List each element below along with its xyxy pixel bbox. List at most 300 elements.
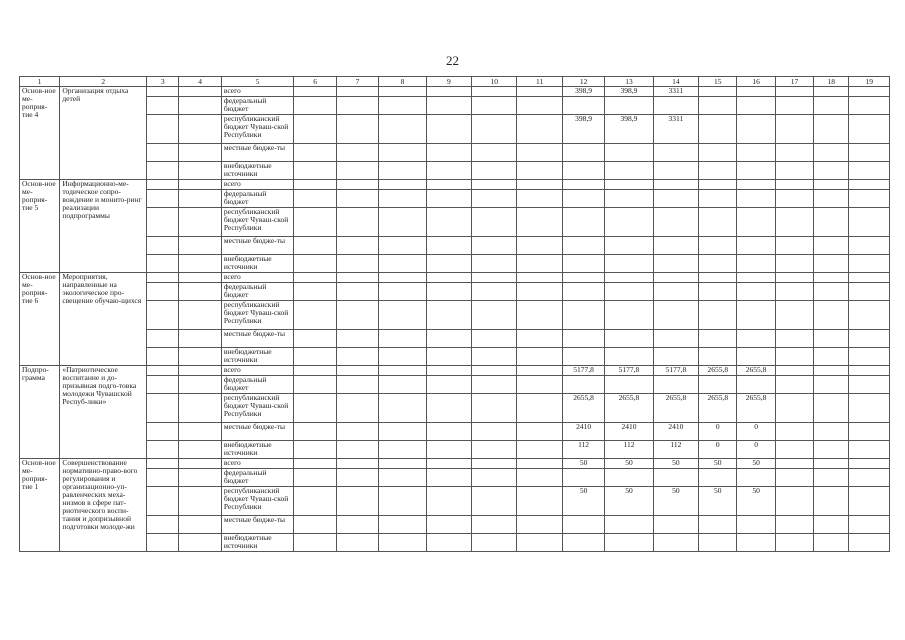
empty-cell xyxy=(472,348,517,366)
empty-cell xyxy=(849,423,890,441)
value-cell xyxy=(699,208,737,237)
empty-cell xyxy=(179,180,221,190)
empty-cell xyxy=(517,487,562,516)
table-row xyxy=(20,237,890,255)
table-row xyxy=(20,97,890,115)
value-cell xyxy=(699,97,737,115)
table-row xyxy=(20,87,890,97)
empty-cell xyxy=(147,273,179,283)
empty-cell xyxy=(336,394,378,423)
empty-cell xyxy=(426,180,471,190)
empty-cell xyxy=(336,144,378,162)
funding-source-cell: всего xyxy=(221,273,294,283)
table-row xyxy=(20,115,890,144)
empty-cell xyxy=(179,441,221,459)
empty-cell xyxy=(426,255,471,273)
value-cell xyxy=(699,237,737,255)
table-row xyxy=(20,487,890,516)
value-cell xyxy=(605,469,653,487)
empty-cell xyxy=(814,348,849,366)
table-row xyxy=(20,459,890,469)
empty-cell xyxy=(294,97,336,115)
value-cell: 2655,8 xyxy=(737,394,775,423)
empty-cell xyxy=(426,162,471,180)
funding-source-cell: всего xyxy=(221,459,294,469)
empty-cell xyxy=(179,283,221,301)
empty-cell xyxy=(814,87,849,97)
empty-cell xyxy=(814,283,849,301)
empty-cell xyxy=(849,469,890,487)
empty-cell xyxy=(472,394,517,423)
empty-cell xyxy=(379,273,426,283)
empty-cell xyxy=(472,423,517,441)
value-cell xyxy=(605,534,653,552)
empty-cell xyxy=(147,283,179,301)
empty-cell xyxy=(147,376,179,394)
measure-type-cell: Основ-ное ме-роприя-тие 1 xyxy=(20,459,60,552)
column-number: 3 xyxy=(147,77,179,87)
value-cell: 112 xyxy=(605,441,653,459)
value-cell xyxy=(605,162,653,180)
value-cell xyxy=(653,273,698,283)
empty-cell xyxy=(472,516,517,534)
value-cell: 50 xyxy=(699,459,737,469)
table-row xyxy=(20,180,890,190)
table-row xyxy=(20,348,890,366)
value-cell xyxy=(737,330,775,348)
column-number: 16 xyxy=(737,77,775,87)
value-cell: 50 xyxy=(653,459,698,469)
empty-cell xyxy=(849,273,890,283)
empty-cell xyxy=(849,162,890,180)
value-cell xyxy=(653,97,698,115)
empty-cell xyxy=(775,394,813,423)
empty-cell xyxy=(179,87,221,97)
empty-cell xyxy=(426,534,471,552)
empty-cell xyxy=(379,330,426,348)
value-cell xyxy=(737,115,775,144)
empty-cell xyxy=(775,516,813,534)
value-cell xyxy=(699,144,737,162)
measure-type-cell: Основ-ное ме-роприя-тие 4 xyxy=(20,87,60,180)
value-cell xyxy=(737,534,775,552)
empty-cell xyxy=(849,301,890,330)
empty-cell xyxy=(472,534,517,552)
empty-cell xyxy=(147,459,179,469)
empty-cell xyxy=(294,330,336,348)
empty-cell xyxy=(472,301,517,330)
empty-cell xyxy=(849,208,890,237)
value-cell xyxy=(653,190,698,208)
empty-cell xyxy=(294,376,336,394)
value-cell xyxy=(562,162,604,180)
empty-cell xyxy=(814,115,849,144)
measure-name-cell: Совершенствование нормативно-право-вого регулирования и организационно-уп-равленческих меха-низмов в сфере пат-риотического воспи-тания и допризывной подготовки молоде-жи xyxy=(60,459,147,552)
empty-cell xyxy=(147,237,179,255)
value-cell xyxy=(737,144,775,162)
empty-cell xyxy=(426,115,471,144)
empty-cell xyxy=(426,144,471,162)
empty-cell xyxy=(426,87,471,97)
empty-cell xyxy=(294,394,336,423)
empty-cell xyxy=(294,190,336,208)
empty-cell xyxy=(472,441,517,459)
column-number: 15 xyxy=(699,77,737,87)
value-cell: 50 xyxy=(605,487,653,516)
budget-table xyxy=(19,76,890,552)
empty-cell xyxy=(775,208,813,237)
value-cell xyxy=(653,516,698,534)
empty-cell xyxy=(147,516,179,534)
empty-cell xyxy=(294,423,336,441)
value-cell xyxy=(699,180,737,190)
value-cell: 2410 xyxy=(562,423,604,441)
value-cell xyxy=(653,180,698,190)
empty-cell xyxy=(849,190,890,208)
value-cell xyxy=(699,255,737,273)
empty-cell xyxy=(814,469,849,487)
value-cell xyxy=(653,208,698,237)
empty-cell xyxy=(179,348,221,366)
table-row xyxy=(20,190,890,208)
empty-cell xyxy=(775,255,813,273)
value-cell xyxy=(562,348,604,366)
empty-cell xyxy=(179,487,221,516)
value-cell xyxy=(562,190,604,208)
page-number: 22 xyxy=(446,53,459,68)
value-cell xyxy=(562,534,604,552)
value-cell xyxy=(605,190,653,208)
value-cell xyxy=(699,273,737,283)
empty-cell xyxy=(849,237,890,255)
empty-cell xyxy=(775,487,813,516)
empty-cell xyxy=(379,348,426,366)
empty-cell xyxy=(849,330,890,348)
value-cell xyxy=(699,115,737,144)
value-cell xyxy=(699,348,737,366)
column-number: 17 xyxy=(775,77,813,87)
empty-cell xyxy=(147,255,179,273)
value-cell xyxy=(737,237,775,255)
empty-cell xyxy=(472,190,517,208)
measure-name-cell: «Патриотическое воспитание и до-призывная подго-товка молодежи Чувашской Респуб-лики» xyxy=(60,366,147,459)
value-cell xyxy=(737,516,775,534)
empty-cell xyxy=(379,376,426,394)
empty-cell xyxy=(379,97,426,115)
empty-cell xyxy=(294,237,336,255)
value-cell xyxy=(605,376,653,394)
value-cell xyxy=(562,273,604,283)
table-row xyxy=(20,301,890,330)
empty-cell xyxy=(336,273,378,283)
empty-cell xyxy=(336,208,378,237)
empty-cell xyxy=(517,330,562,348)
empty-cell xyxy=(472,87,517,97)
value-cell xyxy=(605,208,653,237)
table-row xyxy=(20,534,890,552)
column-number: 9 xyxy=(426,77,471,87)
table-row xyxy=(20,394,890,423)
column-number: 12 xyxy=(562,77,604,87)
empty-cell xyxy=(294,441,336,459)
empty-cell xyxy=(849,516,890,534)
measure-name-cell: Мероприятия, направленные на экологическое про-свещение обучаю-щихся xyxy=(60,273,147,366)
empty-cell xyxy=(179,394,221,423)
value-cell xyxy=(653,144,698,162)
empty-cell xyxy=(517,115,562,144)
value-cell xyxy=(605,255,653,273)
table-row xyxy=(20,366,890,376)
measure-name-cell: Организация отдыха детей xyxy=(60,87,147,180)
value-cell: 50 xyxy=(737,487,775,516)
empty-cell xyxy=(294,459,336,469)
funding-source-cell: местные бюдже-ты xyxy=(221,237,294,255)
empty-cell xyxy=(179,330,221,348)
empty-cell xyxy=(472,366,517,376)
value-cell: 3311 xyxy=(653,87,698,97)
empty-cell xyxy=(379,208,426,237)
empty-cell xyxy=(147,97,179,115)
value-cell: 50 xyxy=(605,459,653,469)
empty-cell xyxy=(336,301,378,330)
table-row xyxy=(20,162,890,180)
empty-cell xyxy=(814,97,849,115)
empty-cell xyxy=(775,301,813,330)
value-cell xyxy=(562,283,604,301)
value-cell xyxy=(737,162,775,180)
value-cell xyxy=(737,301,775,330)
empty-cell xyxy=(179,459,221,469)
empty-cell xyxy=(426,237,471,255)
table-row xyxy=(20,516,890,534)
value-cell xyxy=(605,237,653,255)
empty-cell xyxy=(517,441,562,459)
empty-cell xyxy=(179,423,221,441)
empty-cell xyxy=(849,87,890,97)
empty-cell xyxy=(336,330,378,348)
empty-cell xyxy=(426,487,471,516)
column-number: 10 xyxy=(472,77,517,87)
empty-cell xyxy=(294,516,336,534)
empty-cell xyxy=(814,516,849,534)
empty-cell xyxy=(379,487,426,516)
value-cell xyxy=(737,273,775,283)
value-cell: 398,9 xyxy=(562,87,604,97)
value-cell: 2655,8 xyxy=(699,394,737,423)
funding-source-cell: всего xyxy=(221,366,294,376)
empty-cell xyxy=(147,87,179,97)
empty-cell xyxy=(814,255,849,273)
empty-cell xyxy=(849,255,890,273)
empty-cell xyxy=(426,516,471,534)
empty-cell xyxy=(517,97,562,115)
value-cell xyxy=(653,237,698,255)
empty-cell xyxy=(472,330,517,348)
empty-cell xyxy=(849,366,890,376)
table-row xyxy=(20,376,890,394)
empty-cell xyxy=(517,423,562,441)
empty-cell xyxy=(294,283,336,301)
empty-cell xyxy=(179,97,221,115)
empty-cell xyxy=(294,144,336,162)
empty-cell xyxy=(814,376,849,394)
value-cell: 398,9 xyxy=(605,115,653,144)
table-row xyxy=(20,283,890,301)
value-cell xyxy=(562,97,604,115)
empty-cell xyxy=(294,115,336,144)
empty-cell xyxy=(517,87,562,97)
empty-cell xyxy=(147,208,179,237)
empty-cell xyxy=(517,301,562,330)
measure-type-cell: Основ-ное ме-роприя-тие 6 xyxy=(20,273,60,366)
value-cell xyxy=(737,376,775,394)
value-cell xyxy=(699,516,737,534)
empty-cell xyxy=(179,144,221,162)
empty-cell xyxy=(379,366,426,376)
value-cell: 0 xyxy=(737,441,775,459)
value-cell xyxy=(653,469,698,487)
empty-cell xyxy=(426,97,471,115)
empty-cell xyxy=(379,115,426,144)
empty-cell xyxy=(336,516,378,534)
empty-cell xyxy=(179,208,221,237)
value-cell xyxy=(562,255,604,273)
value-cell xyxy=(605,330,653,348)
empty-cell xyxy=(814,441,849,459)
empty-cell xyxy=(849,283,890,301)
empty-cell xyxy=(472,162,517,180)
column-number: 18 xyxy=(814,77,849,87)
value-cell: 50 xyxy=(562,487,604,516)
empty-cell xyxy=(775,97,813,115)
empty-cell xyxy=(775,423,813,441)
empty-cell xyxy=(336,87,378,97)
empty-cell xyxy=(336,283,378,301)
empty-cell xyxy=(849,144,890,162)
empty-cell xyxy=(179,273,221,283)
empty-cell xyxy=(147,534,179,552)
empty-cell xyxy=(336,459,378,469)
funding-source-cell: внебюджетные источники xyxy=(221,348,294,366)
column-number: 2 xyxy=(60,77,147,87)
empty-cell xyxy=(426,376,471,394)
empty-cell xyxy=(814,208,849,237)
empty-cell xyxy=(147,180,179,190)
empty-cell xyxy=(294,348,336,366)
column-number: 6 xyxy=(294,77,336,87)
empty-cell xyxy=(517,366,562,376)
empty-cell xyxy=(426,366,471,376)
funding-source-cell: республиканский бюджет Чуваш-ской Республики xyxy=(221,301,294,330)
value-cell: 112 xyxy=(653,441,698,459)
value-cell: 0 xyxy=(699,423,737,441)
empty-cell xyxy=(294,469,336,487)
value-cell xyxy=(562,376,604,394)
funding-source-cell: местные бюдже-ты xyxy=(221,330,294,348)
empty-cell xyxy=(147,162,179,180)
empty-cell xyxy=(147,366,179,376)
value-cell xyxy=(562,208,604,237)
value-cell: 0 xyxy=(699,441,737,459)
funding-source-cell: внебюджетные источники xyxy=(221,441,294,459)
empty-cell xyxy=(179,516,221,534)
empty-cell xyxy=(379,423,426,441)
value-cell xyxy=(605,283,653,301)
empty-cell xyxy=(147,441,179,459)
value-cell xyxy=(562,516,604,534)
value-cell xyxy=(737,283,775,301)
empty-cell xyxy=(517,162,562,180)
funding-source-cell: республиканский бюджет Чуваш-ской Республики xyxy=(221,394,294,423)
empty-cell xyxy=(849,459,890,469)
empty-cell xyxy=(814,423,849,441)
value-cell xyxy=(605,301,653,330)
column-number: 14 xyxy=(653,77,698,87)
column-number: 11 xyxy=(517,77,562,87)
table-row xyxy=(20,208,890,237)
empty-cell xyxy=(849,441,890,459)
funding-source-cell: республиканский бюджет Чуваш-ской Республики xyxy=(221,208,294,237)
empty-cell xyxy=(426,301,471,330)
value-cell xyxy=(737,255,775,273)
column-number: 7 xyxy=(336,77,378,87)
empty-cell xyxy=(179,190,221,208)
table-row xyxy=(20,469,890,487)
empty-cell xyxy=(147,144,179,162)
empty-cell xyxy=(426,190,471,208)
empty-cell xyxy=(472,144,517,162)
empty-cell xyxy=(336,441,378,459)
empty-cell xyxy=(849,534,890,552)
value-cell: 398,9 xyxy=(605,87,653,97)
empty-cell xyxy=(814,459,849,469)
empty-cell xyxy=(849,180,890,190)
empty-cell xyxy=(814,144,849,162)
empty-cell xyxy=(336,423,378,441)
empty-cell xyxy=(147,115,179,144)
empty-cell xyxy=(379,516,426,534)
empty-cell xyxy=(336,366,378,376)
empty-cell xyxy=(775,366,813,376)
table-row xyxy=(20,255,890,273)
empty-cell xyxy=(147,394,179,423)
value-cell: 5177,8 xyxy=(653,366,698,376)
empty-cell xyxy=(336,180,378,190)
value-cell: 398,9 xyxy=(562,115,604,144)
column-number: 19 xyxy=(849,77,890,87)
value-cell xyxy=(699,376,737,394)
empty-cell xyxy=(147,423,179,441)
empty-cell xyxy=(379,237,426,255)
empty-cell xyxy=(472,283,517,301)
value-cell xyxy=(605,348,653,366)
empty-cell xyxy=(472,97,517,115)
empty-cell xyxy=(472,376,517,394)
funding-source-cell: федеральный бюджет xyxy=(221,97,294,115)
funding-source-cell: внебюджетные источники xyxy=(221,255,294,273)
value-cell xyxy=(737,469,775,487)
empty-cell xyxy=(147,348,179,366)
value-cell: 2410 xyxy=(605,423,653,441)
empty-cell xyxy=(294,255,336,273)
empty-cell xyxy=(517,144,562,162)
empty-cell xyxy=(426,348,471,366)
funding-source-cell: всего xyxy=(221,180,294,190)
empty-cell xyxy=(379,162,426,180)
empty-cell xyxy=(426,441,471,459)
value-cell xyxy=(699,330,737,348)
empty-cell xyxy=(517,469,562,487)
